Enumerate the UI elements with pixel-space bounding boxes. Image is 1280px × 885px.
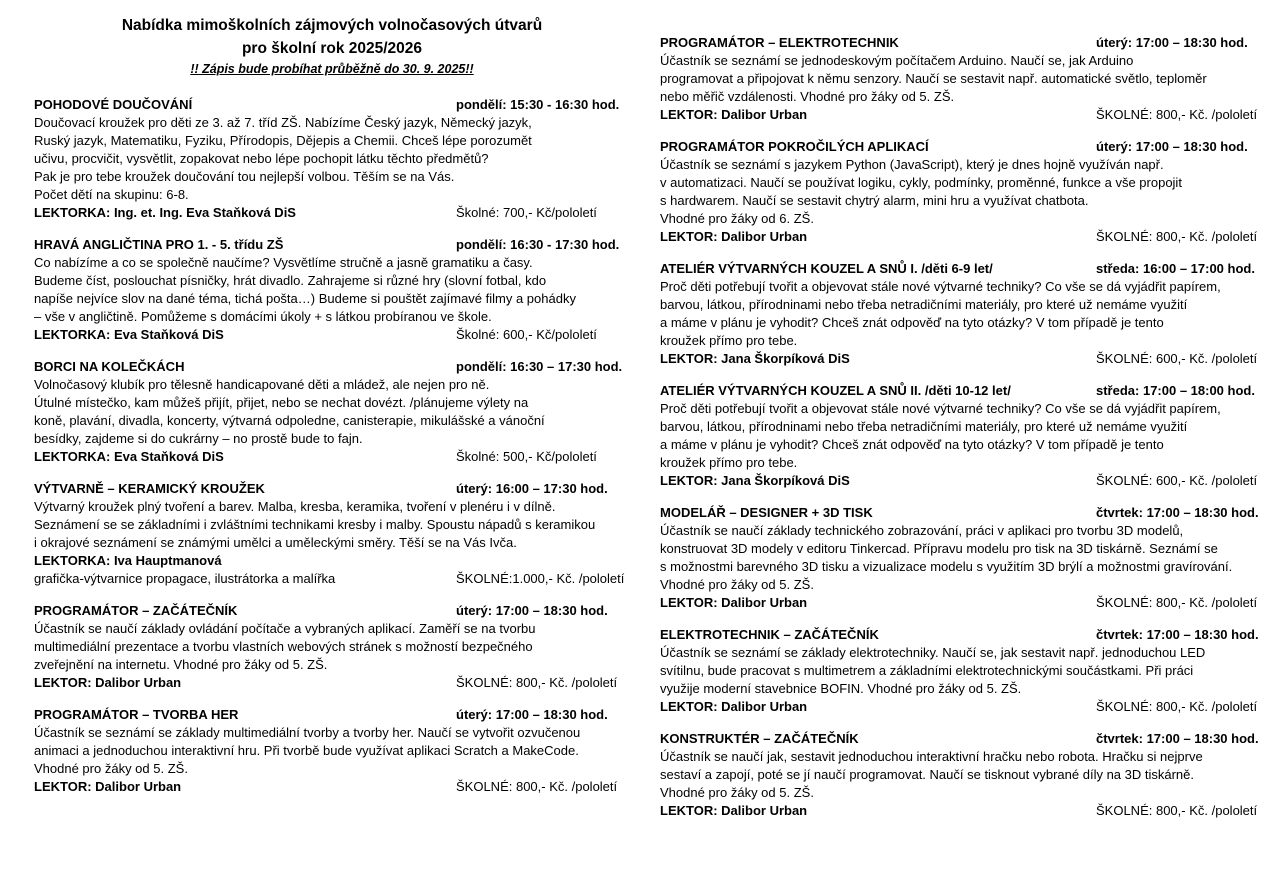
course-time: středa: 16:00 – 17:00 hod. [1096, 261, 1255, 276]
course-title: PROGRAMÁTOR – ELEKTROTECHNIK [660, 35, 899, 50]
course-header [660, 504, 1270, 522]
lecturer-name: Dalibor Urban [721, 229, 808, 244]
course-time: středa: 17:00 – 18:00 hod. [1096, 383, 1255, 398]
course-description: Účastník se seznámí se základy elektrotechniky. Naučí se, jak sestavit např. jednoduchou LED svítilnu, bude pracovat s multimetrem a základními elektrotechnickými součástkami. Při práci využije moderní stavebnice BOFIN. Vhodné pro žáky od 5. ZŠ. [660, 645, 1206, 696]
course-fee: ŠKOLNÉ: 800,- Kč. /pololetí [1096, 699, 1258, 714]
lecturer-line [660, 594, 807, 612]
lecturer-name: Jana Škorpíková DiS [721, 351, 850, 366]
course-description: Účastník se seznámí s jazykem Python (JavaScript), který je dnes hojně využíván např. v automatizaci. Naučí se používat logiku, cykly, podmínky, proměnné, funkce a vše propojit s hardwarem. Naučí se sestavit chytrý alarm, mini hru a využívat chatbota. Vhodné pro žáky od 6. ZŠ. [660, 157, 1182, 226]
course-time: úterý: 17:00 – 18:30 hod. [456, 603, 608, 618]
course-header [34, 480, 630, 498]
lecturer-line [34, 204, 296, 222]
course-header [660, 626, 1270, 644]
course-footer [34, 204, 630, 222]
course-fee: ŠKOLNÉ:1.000,- Kč. /pololetí [456, 571, 625, 586]
course-title: ATELIÉR VÝTVARNÝCH KOUZEL A SNŮ II. /děti 10-12 let/ [660, 383, 1011, 398]
lecturer-label: LEKTOR: [660, 803, 718, 818]
course-footer [34, 778, 630, 796]
course-time: čtvrtek: 17:00 – 18:30 hod. [1096, 731, 1259, 746]
course-footer [34, 674, 630, 692]
course-footer [34, 552, 630, 570]
course-header [34, 706, 630, 724]
lecturer-name: Dalibor Urban [95, 779, 182, 794]
lecturer-name: Dalibor Urban [95, 675, 182, 690]
course-fee: ŠKOLNÉ: 800,- Kč. /pololetí [456, 675, 618, 690]
course-description: Co nabízíme a co se společně naučíme? Vysvětlíme stručně a jasně gramatiku a časy. Budeme číst, poslouchat písničky, hrát divadlo. Zahrajeme si různé hry (slovní fotbal, kdo napíše nejvíce slov na dané téma, tichá pošta…) Budeme si pouštět zajímavé filmy a pohádky – vše v angličtině. Pomůžeme s domácími úkoly + s látkou probíranou ve škole. [34, 255, 576, 324]
course-section [34, 236, 630, 344]
course-footer [660, 350, 1270, 368]
lecturer-label: LEKTOR: [34, 675, 92, 690]
course-title: KONSTRUKTÉR – ZAČÁTEČNÍK [660, 731, 859, 746]
course-footer [660, 594, 1270, 612]
course-time: čtvrtek: 17:00 – 18:30 hod. [1096, 627, 1259, 642]
course-header [660, 260, 1270, 278]
course-description: Účastník se naučí jak, sestavit jednoduchou interaktivní hračku nebo robota. Hračku si nejprve sestaví a zapojí, poté se jí naučí programovat. Naučí se tisknout vybrané díly na 3D tiskárně. Vhodné pro žáky od 5. ZŠ. [660, 749, 1203, 800]
course-title: PROGRAMÁTOR – TVORBA HER [34, 707, 239, 722]
course-section [660, 504, 1270, 612]
course-header [34, 602, 630, 620]
course-section [660, 382, 1270, 490]
lecturer-name: Dalibor Urban [721, 595, 808, 610]
lecturer-label: LEKTORKA: [34, 327, 111, 342]
course-title: HRAVÁ ANGLIČTINA PRO 1. - 5. třídu ZŠ [34, 237, 284, 252]
course-section [660, 260, 1270, 368]
lecturer-line [34, 326, 224, 344]
lecturer-name: Eva Staňková DiS [113, 449, 224, 464]
course-time: pondělí: 16:30 – 17:30 hod. [456, 359, 623, 374]
left-column [34, 0, 630, 796]
course-fee: ŠKOLNÉ: 800,- Kč. /pololetí [456, 779, 618, 794]
course-fee: ŠKOLNÉ: 800,- Kč. /pololetí [1096, 107, 1258, 122]
lecturer-label: LEKTOR: [660, 595, 718, 610]
lecturer-note: grafička-výtvarnice propagace, ilustrátorka a malířka [34, 571, 336, 586]
lecturer-label: LEKTOR: [34, 779, 92, 794]
lecturer-label: LEKTOR: [660, 229, 718, 244]
course-fee: Školné: 500,- Kč/pololetí [456, 449, 597, 464]
course-footer [660, 106, 1270, 124]
course-header [34, 358, 630, 376]
course-section [660, 138, 1270, 246]
course-section [660, 34, 1270, 124]
course-title: BORCI NA KOLEČKÁCH [34, 359, 185, 374]
course-title: ATELIÉR VÝTVARNÝCH KOUZEL A SNŮ I. /děti 6-9 let/ [660, 261, 993, 276]
course-description: Účastník se seznámí se jednodeskovým počítačem Arduino. Naučí se, jak Arduino programovat a připojovat k němu senzory. Naučí se sestavit např. automatické světlo, teploměr nebo měřič vzdálenosti. Vhodné pro žáky od 5. ZŠ. [660, 53, 1207, 104]
course-description: Proč děti potřebují tvořit a objevovat stále nové výtvarné techniky? Co vše se dá vyjádřit papírem, barvou, látkou, přírodninami nebo třeba netradičními materiály, pro které už nemáme využití a máme v plánu je vyhodit? Chceš znát odpověď na tyto otázky? V tom případě je tento kroužek přímo pro tebe. [660, 279, 1221, 348]
lecturer-label: LEKTORKA: [34, 449, 111, 464]
left-sections [34, 96, 630, 796]
lecturer-line [34, 448, 224, 466]
right-column [660, 0, 1270, 820]
course-header [660, 138, 1270, 156]
course-title: PROGRAMÁTOR POKROČILÝCH APLIKACÍ [660, 139, 929, 154]
course-fee: Školné: 600,- Kč/pololetí [456, 327, 597, 342]
right-sections [660, 34, 1270, 820]
course-footer [34, 326, 630, 344]
course-fee: ŠKOLNÉ: 600,- Kč. /pololetí [1096, 473, 1258, 488]
course-time: úterý: 17:00 – 18:30 hod. [456, 707, 608, 722]
course-title: MODELÁŘ – DESIGNER + 3D TISK [660, 505, 873, 520]
course-header [660, 34, 1270, 52]
lecturer-name: Dalibor Urban [721, 699, 808, 714]
course-footer [660, 698, 1270, 716]
course-section [34, 706, 630, 796]
lecturer-name: Iva Hauptmanová [113, 553, 222, 568]
lecturer-name: Ing. et. Ing. Eva Staňková DiS [113, 205, 296, 220]
lecturer-line [660, 472, 850, 490]
course-fee: Školné: 700,- Kč/pololetí [456, 205, 597, 220]
course-section [34, 480, 630, 588]
course-section [34, 96, 630, 222]
course-section [34, 358, 630, 466]
lecturer-line [660, 698, 807, 716]
lecturer-label: LEKTOR: [660, 699, 718, 714]
course-fee: ŠKOLNÉ: 800,- Kč. /pololetí [1096, 595, 1258, 610]
course-description: Výtvarný kroužek plný tvoření a barev. Malba, kresba, keramika, tvoření v plenéru i v dílně. Seznámení se se základními i zvláštními technikami kresby i malby. Spoustu nápadů s keramikou i okrajové seznámení se známými umělci a uměleckými směry. Těší se na Vás Ivča. [34, 499, 596, 550]
lecturer-line [34, 778, 181, 796]
course-footer-note [34, 570, 630, 588]
course-section [34, 602, 630, 692]
course-description: Účastník se naučí základy ovládání počítače a vybraných aplikací. Zaměří se na tvorbu multimediální prezentace a tvorbu vlastních webových stránek s možností bezpečného zveřejnění na internetu. Vhodné pro žáky od 5. ZŠ. [34, 621, 536, 672]
lecturer-label: LEKTORKA: [34, 553, 111, 568]
course-header [660, 730, 1270, 748]
course-time: úterý: 17:00 – 18:30 hod. [1096, 35, 1248, 50]
course-footer [660, 472, 1270, 490]
lecturer-label: LEKTOR: [660, 351, 718, 366]
document-header [34, 14, 630, 78]
lecturer-line [660, 106, 807, 124]
enrollment-notice: !! Zápis bude probíhat průběžně do 30. 9. 2025!! [190, 62, 474, 76]
course-description: Doučovací kroužek pro děti ze 3. až 7. tříd ZŠ. Nabízíme Český jazyk, Německý jazyk, Ruský jazyk, Matematiku, Fyziku, Přírodopis, Dějepis a Chemii. Chceš lépe porozumět učivu, procvičit, vysvětlit, zopakovat nebo lépe pochopit látku těchto předmětů? Pak je pro tebe kroužek doučování tou nejlepší volbou. Těším se na Vás. Počet dětí na skupinu: 6-8. [34, 115, 532, 202]
course-time: čtvrtek: 17:00 – 18:30 hod. [1096, 505, 1259, 520]
lecturer-label: LEKTOR: [660, 473, 718, 488]
course-footer [660, 228, 1270, 246]
course-title: VÝTVARNĚ – KERAMICKÝ KROUŽEK [34, 481, 265, 496]
course-title: POHODOVÉ DOUČOVÁNÍ [34, 97, 193, 112]
course-header [34, 96, 630, 114]
course-time: úterý: 17:00 – 18:30 hod. [1096, 139, 1248, 154]
course-fee: ŠKOLNÉ: 600,- Kč. /pololetí [1096, 351, 1258, 366]
title-line-1: Nabídka mimoškolních zájmových volnočasových útvarů [121, 17, 543, 34]
course-footer [660, 802, 1270, 820]
lecturer-line [660, 802, 807, 820]
title-line-2: pro školní rok 2025/2026 [241, 40, 423, 57]
lecturer-line [34, 674, 181, 692]
course-title: PROGRAMÁTOR – ZAČÁTEČNÍK [34, 603, 238, 618]
lecturer-label: LEKTOR: [660, 107, 718, 122]
course-section [660, 730, 1270, 820]
lecturer-name: Eva Staňková DiS [113, 327, 224, 342]
course-fee: ŠKOLNÉ: 800,- Kč. /pololetí [1096, 229, 1258, 244]
lecturer-name: Jana Škorpíková DiS [721, 473, 850, 488]
lecturer-name: Dalibor Urban [721, 107, 808, 122]
course-time: pondělí: 16:30 - 17:30 hod. [456, 237, 620, 252]
course-fee: ŠKOLNÉ: 800,- Kč. /pololetí [1096, 803, 1258, 818]
course-description: Účastník se naučí základy technického zobrazování, práci v aplikaci pro tvorbu 3D modelů, konstruovat 3D modely v editoru Tinkercad. Přípravu modelu pro tisk na 3D tiskárně. Seznámí se s možnostmi barevného 3D tisku a vizualizace modelu s využitím 3D brýlí a možnostmi gravírování. Vhodné pro žáky od 5. ZŠ. [660, 523, 1233, 592]
course-title: ELEKTROTECHNIK – ZAČÁTEČNÍK [660, 627, 879, 642]
lecturer-line [34, 552, 222, 570]
course-header [660, 382, 1270, 400]
course-description: Účastník se seznámí se základy multimediální tvorby a tvorby her. Naučí se vytvořit ozvučenou animaci a jednoduchou interaktivní hru. Při tvorbě bude využívat aplikaci Scratch a MakeCode. Vhodné pro žáky od 5. ZŠ. [34, 725, 581, 776]
course-time: úterý: 16:00 – 17:30 hod. [456, 481, 608, 496]
course-description: Proč děti potřebují tvořit a objevovat stále nové výtvarné techniky? Co vše se dá vyjádřit papírem, barvou, látkou, přírodninami nebo třeba netradičními materiály, pro které už nemáme využití a máme v plánu je vyhodit? Chceš znát odpověď na tyto otázky? V tom případě je tento kroužek přímo pro tebe. [660, 401, 1221, 470]
course-header [34, 236, 630, 254]
course-footer [34, 448, 630, 466]
course-section [660, 626, 1270, 716]
lecturer-line [660, 350, 850, 368]
lecturer-line [660, 228, 807, 246]
lecturer-name: Dalibor Urban [721, 803, 808, 818]
lecturer-label: LEKTORKA: [34, 205, 111, 220]
course-description: Volnočasový klubík pro tělesně handicapované děti a mládež, ale nejen pro ně. Útulné místečko, kam můžeš přijít, přijet, nebo se nechat dovézt. /plánujeme výlety na koně, plavání, divadla, koncerty, výtvarná odpoledne, canisterapie, mikulášské a vánoční besídky, zajdeme si do cukrárny – no prostě bude to fajn. [34, 377, 545, 446]
course-time: pondělí: 15:30 - 16:30 hod. [456, 97, 620, 112]
